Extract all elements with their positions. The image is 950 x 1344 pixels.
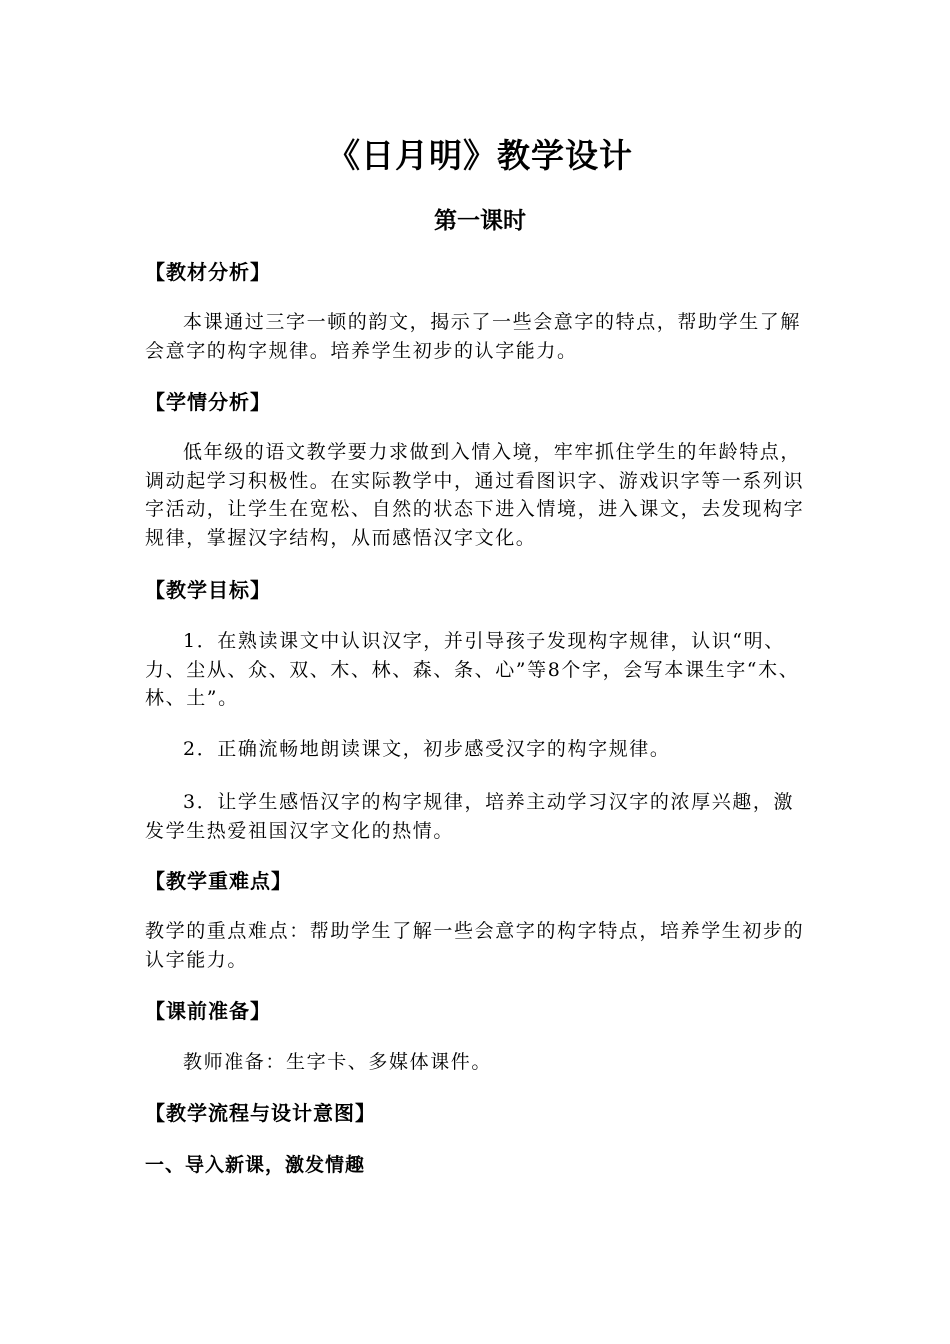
student-analysis-paragraph: 低年级的语文教学要力求做到入情入境，牢牢抓住学生的年龄特点，调动起学习积极性。在实际教学中，通过看图识字、游戏识字等一系列识字活动，让学生在宽松、自然的状态下进入情境，进入课文，去发现构字规律，掌握汉字结构，从而感悟汉字文化。 <box>145 441 805 549</box>
section-heading-process: 【教学流程与设计意图】 <box>145 1101 376 1125</box>
section-heading-material: 【教材分析】 <box>145 260 271 284</box>
key-points-paragraph: 教学的重点难点：帮助学生了解一些会意字的构字特点，培养学生初步的认字能力。 <box>145 920 805 971</box>
preparation-paragraph: 教师准备：生字卡、多媒体课件。 <box>183 1051 493 1073</box>
lesson-period-subtitle: 第一课时 <box>434 208 526 234</box>
objective-item-1: 1．在熟读课文中认识汉字，并引导孩子发现构字规律，认识“明、力、尘从、众、双、木、林、森、条、心”等8个字，会写本课生字“木、林、土”。 <box>145 630 800 709</box>
material-analysis-paragraph: 本课通过三字一顿的韵文，揭示了一些会意字的特点，帮助学生了解会意字的构字规律。培养学生初步的认字能力。 <box>145 311 802 362</box>
document-title: 《日月明》教学设计 <box>327 136 633 175</box>
section-heading-key-points: 【教学重难点】 <box>145 869 292 893</box>
section-heading-preparation: 【课前准备】 <box>145 999 271 1023</box>
section-heading-objectives: 【教学目标】 <box>145 578 271 602</box>
process-step-1-heading: 一、导入新课，激发情趣 <box>145 1154 366 1176</box>
objective-item-2: 2．正确流畅地朗读课文，初步感受汉字的构字规律。 <box>183 738 671 760</box>
section-heading-students: 【学情分析】 <box>145 390 271 414</box>
objective-item-3: 3．让学生感悟汉字的构字规律，培养主动学习汉字的浓厚兴趣，激发学生热爱祖国汉字文化的热情。 <box>145 791 795 842</box>
